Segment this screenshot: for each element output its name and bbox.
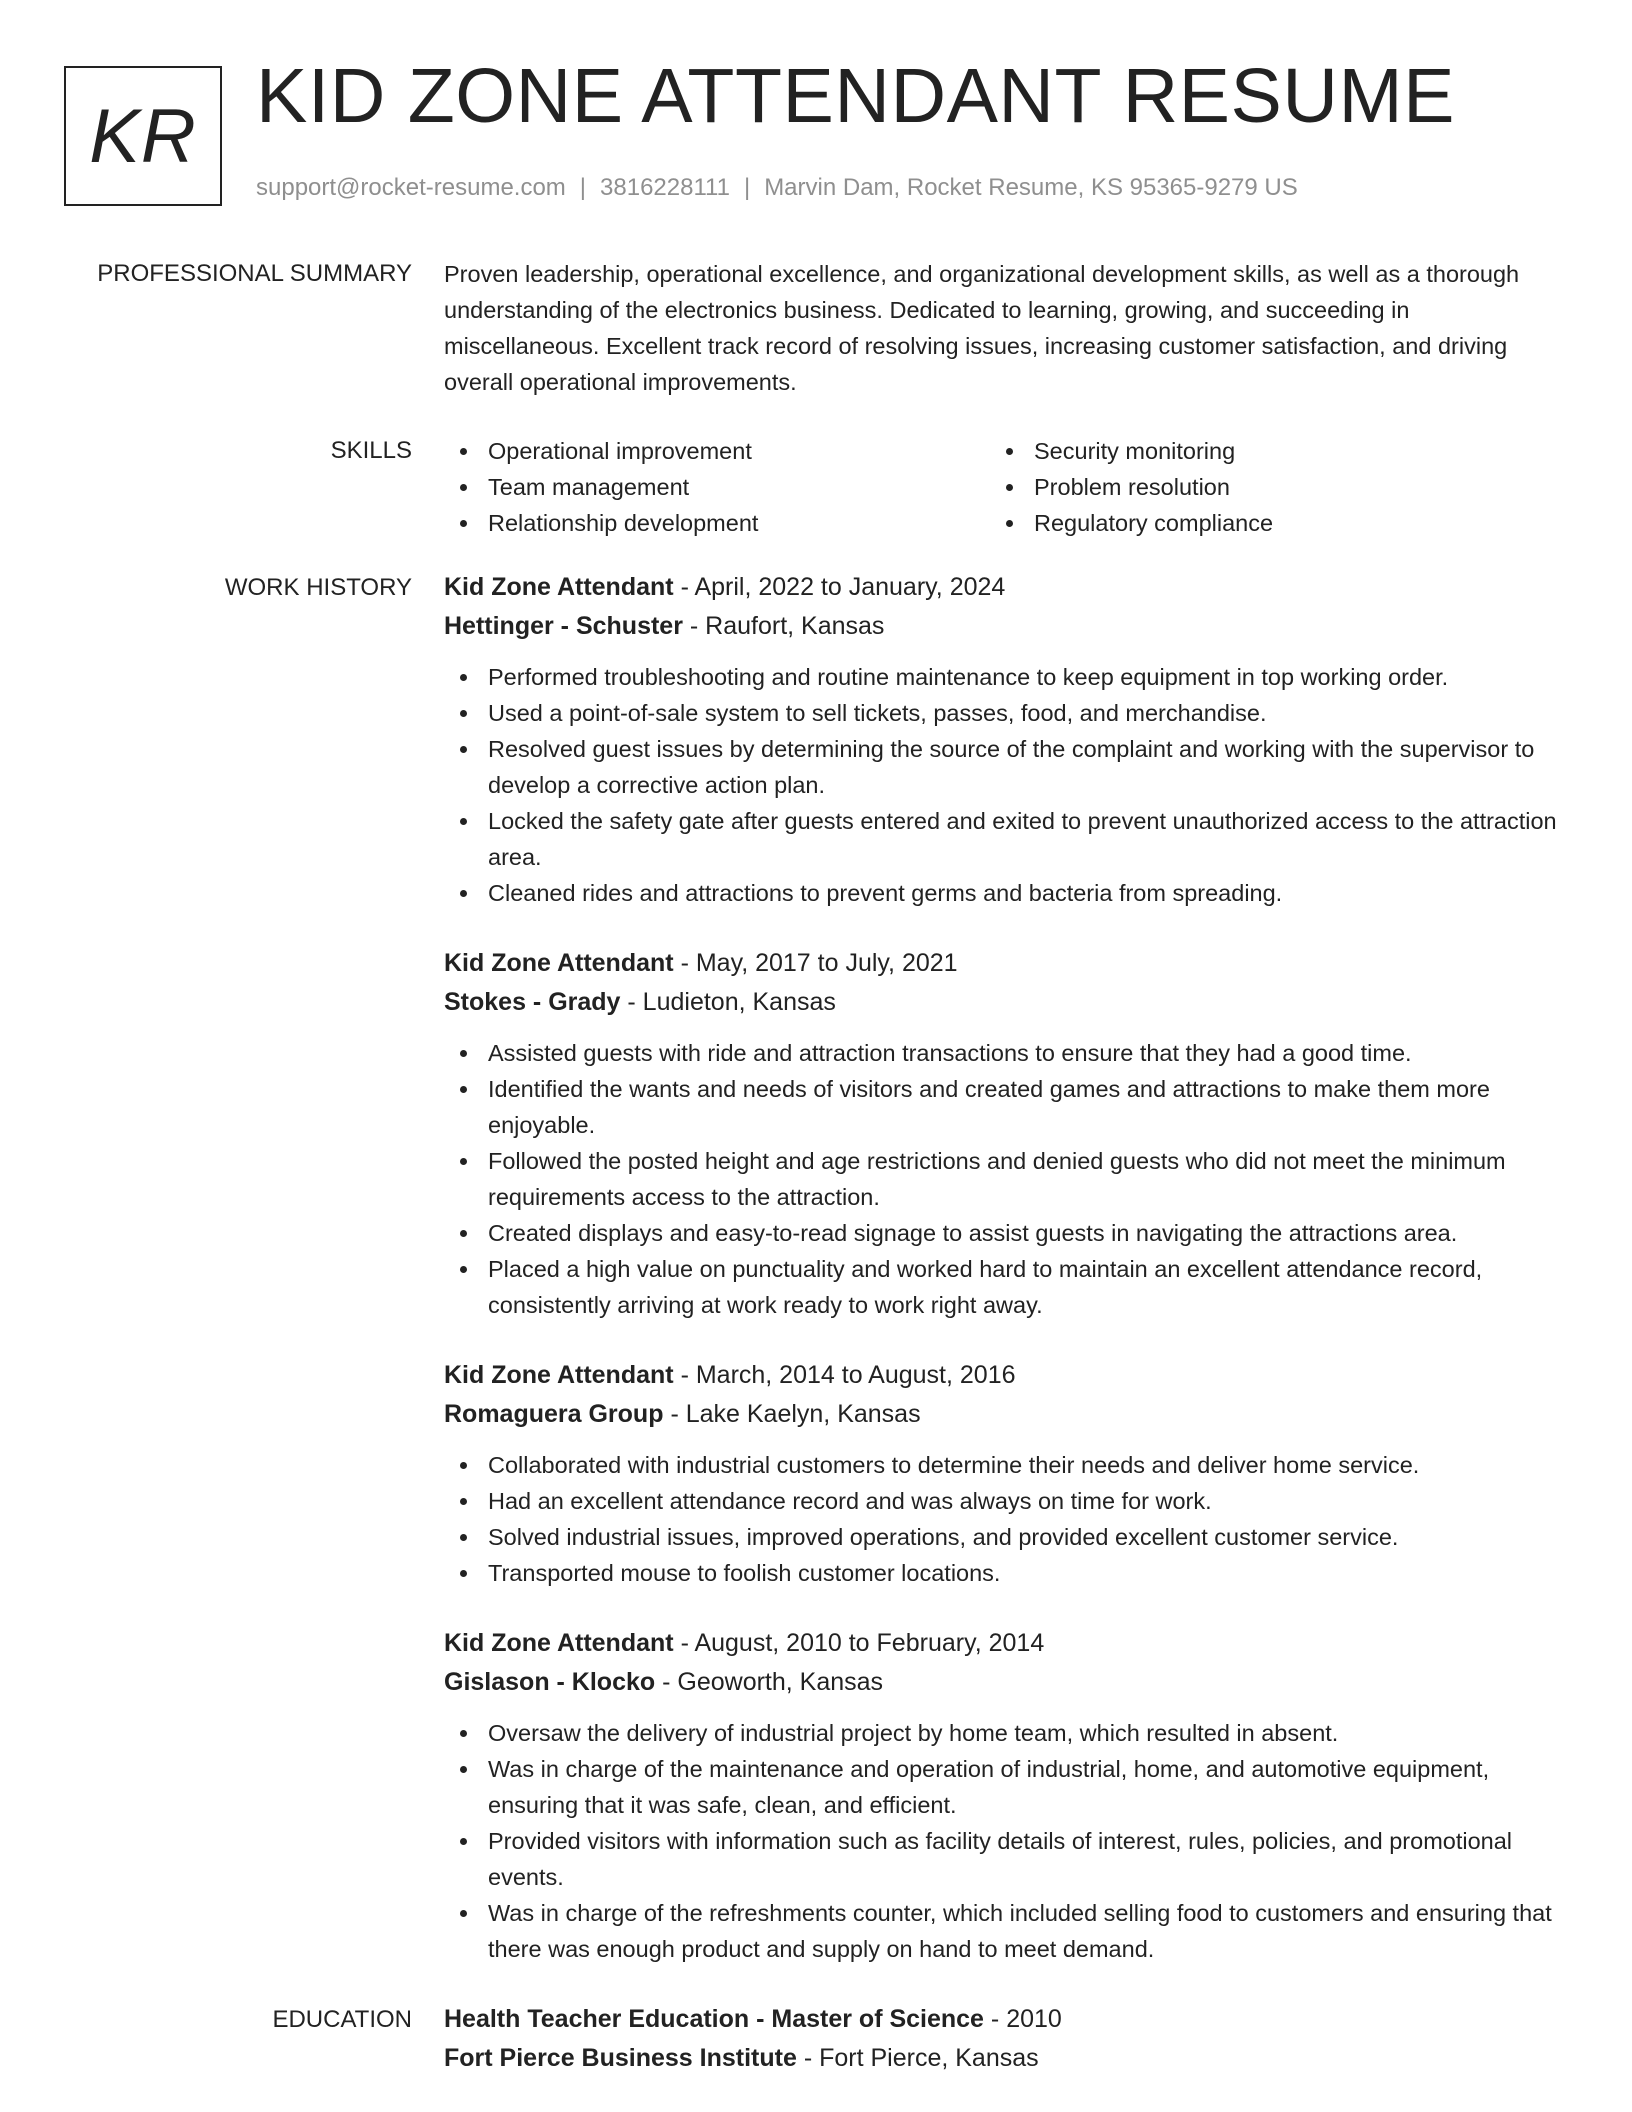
- page-title: KID ZONE ATTENDANT RESUME: [256, 53, 1456, 139]
- job-entry: [444, 1624, 1564, 1967]
- job-dates: - April, 2022 to January, 2024: [680, 573, 1006, 601]
- summary-heading: PROFESSIONAL SUMMARY: [97, 260, 412, 287]
- summary-body: [444, 256, 1564, 400]
- contact-phone[interactable]: 3816228111: [600, 174, 730, 201]
- job-duty: Was in charge of the refreshments counter, which included selling food to customers and ensuring that there was enough product and supply on hand to meet demand.: [444, 1895, 1564, 1967]
- work-history-body: [444, 568, 1564, 2000]
- job-duty: Created displays and easy-to-read signage to assist guests in navigating the attractions area.: [444, 1215, 1564, 1251]
- job-entry: [444, 568, 1564, 911]
- job-location: - Ludieton, Kansas: [627, 988, 836, 1016]
- job-duties-list: [444, 1715, 1564, 1967]
- job-duty: Provided visitors with information such as facility details of interest, rules, policies, and promotional events.: [444, 1823, 1564, 1895]
- job-company: Stokes - Grady: [444, 988, 621, 1016]
- skills-heading: SKILLS: [330, 437, 412, 464]
- monogram-initials: KR: [89, 93, 197, 179]
- job-duty: Identified the wants and needs of visitors and created games and attractions to make them more enjoyable.: [444, 1071, 1564, 1143]
- job-duty: Followed the posted height and age restrictions and denied guests who did not meet the minimum requirements access to the attraction.: [444, 1143, 1564, 1215]
- job-duty: Performed troubleshooting and routine maintenance to keep equipment in top working order.: [444, 659, 1564, 695]
- job-dates: - March, 2014 to August, 2016: [680, 1361, 1016, 1389]
- job-duty: Was in charge of the maintenance and operation of industrial, home, and automotive equipment, ensuring that it was safe, clean, and efficient.: [444, 1751, 1564, 1823]
- job-company-line: [444, 607, 1564, 646]
- education-degree: Health Teacher Education - Master of Science: [444, 2005, 984, 2033]
- skill-item: Relationship development: [444, 505, 990, 541]
- education-location: - Fort Pierce, Kansas: [803, 2044, 1039, 2072]
- work-history-heading: WORK HISTORY: [224, 574, 412, 601]
- education-year: - 2010: [990, 2005, 1062, 2033]
- summary-text: Proven leadership, operational excellence, and organizational development skills, as well as a thorough understanding of the electronics business. Dedicated to learning, growing, and succeeding in miscellaneous. Excellent track record of resolving issues, increasing customer satisfaction, and driving overall operational improvements.: [444, 261, 1520, 395]
- job-duty: Used a point-of-sale system to sell tickets, passes, food, and merchandise.: [444, 695, 1564, 731]
- skills-list: [444, 433, 1564, 541]
- education-degree-line: [444, 2000, 1564, 2039]
- job-duty: Locked the safety gate after guests entered and exited to prevent unauthorized access to the attraction area.: [444, 803, 1564, 875]
- job-entry: [444, 1356, 1564, 1591]
- job-duty: Assisted guests with ride and attraction transactions to ensure that they had a good time.: [444, 1035, 1564, 1071]
- skill-item: Problem resolution: [990, 469, 1536, 505]
- job-company-line: [444, 1663, 1564, 1702]
- job-title-line: [444, 1624, 1564, 1663]
- contact-separator: |: [579, 174, 587, 201]
- skill-item: Operational improvement: [444, 433, 990, 469]
- job-duty: Solved industrial issues, improved operations, and provided excellent customer service.: [444, 1519, 1564, 1555]
- job-dates: - May, 2017 to July, 2021: [680, 949, 958, 977]
- job-duty: Had an excellent attendance record and was always on time for work.: [444, 1483, 1564, 1519]
- skill-item: Team management: [444, 469, 990, 505]
- job-location: - Geoworth, Kansas: [662, 1668, 884, 1696]
- contact-line: [256, 176, 1298, 200]
- job-company: Hettinger - Schuster: [444, 612, 683, 640]
- job-duty: Oversaw the delivery of industrial project by home team, which resulted in absent.: [444, 1715, 1564, 1751]
- job-duty: Collaborated with industrial customers to determine their needs and deliver home service.: [444, 1447, 1564, 1483]
- job-location: - Lake Kaelyn, Kansas: [670, 1400, 921, 1428]
- job-location: - Raufort, Kansas: [689, 612, 885, 640]
- job-duty: Cleaned rides and attractions to prevent germs and bacteria from spreading.: [444, 875, 1564, 911]
- monogram-logo: [64, 66, 222, 206]
- education-heading: EDUCATION: [272, 2006, 412, 2033]
- education-body: [444, 2000, 1564, 2078]
- job-duties-list: [444, 659, 1564, 911]
- job-duties-list: [444, 1447, 1564, 1591]
- job-company: Gislason - Klocko: [444, 1668, 656, 1696]
- contact-email[interactable]: support@rocket-resume.com: [256, 174, 566, 201]
- contact-address: Marvin Dam, Rocket Resume, KS 95365-9279 US: [764, 174, 1298, 201]
- job-duties-list: [444, 1035, 1564, 1323]
- job-title-line: [444, 568, 1564, 607]
- job-title: Kid Zone Attendant: [444, 1361, 674, 1389]
- job-company-line: [444, 1395, 1564, 1434]
- job-duty: Placed a high value on punctuality and worked hard to maintain an excellent attendance record, consistently arriving at work ready to work right away.: [444, 1251, 1564, 1323]
- job-title-line: [444, 944, 1564, 983]
- job-duty: Resolved guest issues by determining the source of the complaint and working with the supervisor to develop a corrective action plan.: [444, 731, 1564, 803]
- job-company-line: [444, 983, 1564, 1022]
- job-title: Kid Zone Attendant: [444, 949, 674, 977]
- job-title-line: [444, 1356, 1564, 1395]
- education-school: Fort Pierce Business Institute: [444, 2044, 797, 2072]
- job-entry: [444, 944, 1564, 1323]
- job-company: Romaguera Group: [444, 1400, 664, 1428]
- skill-item: Security monitoring: [990, 433, 1536, 469]
- skill-item: Regulatory compliance: [990, 505, 1536, 541]
- skills-body: [444, 433, 1564, 541]
- education-school-line: [444, 2039, 1564, 2078]
- job-duty: Transported mouse to foolish customer locations.: [444, 1555, 1564, 1591]
- job-dates: - August, 2010 to February, 2014: [680, 1629, 1045, 1657]
- contact-separator: |: [743, 174, 751, 201]
- job-title: Kid Zone Attendant: [444, 1629, 674, 1657]
- job-title: Kid Zone Attendant: [444, 573, 674, 601]
